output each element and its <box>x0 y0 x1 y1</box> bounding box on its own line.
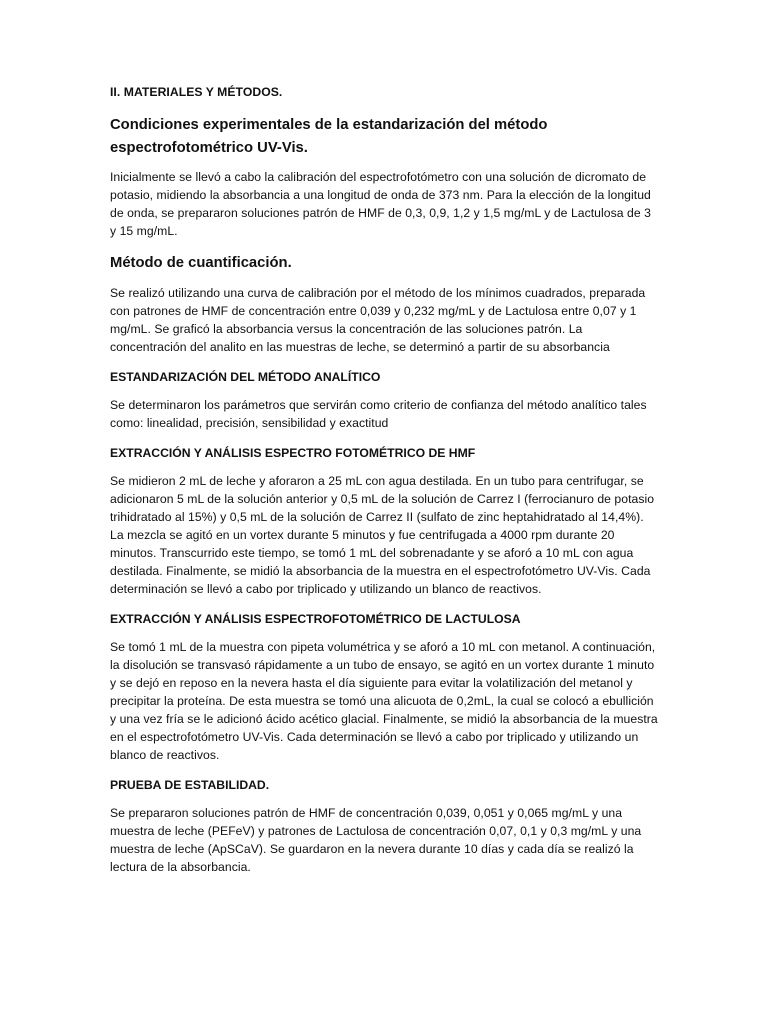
heading-stability-test: PRUEBA DE ESTABILIDAD. <box>110 778 270 792</box>
paragraph-standardization: Se determinaron los parámetros que servirán como criterio de confianza del método analítico tales como: linealidad, precisión, sensibilidad y exactitud <box>110 398 647 430</box>
heading-hmf-extraction: EXTRACCIÓN Y ANÁLISIS ESPECTRO FOTOMÉTRICO DE HMF <box>110 446 476 460</box>
paragraph-stability-test: Se prepararon soluciones patrón de HMF de concentración 0,039, 0,051 y 0,065 mg/mL y una muestra de leche (PEFeV) y patrones de Lactulosa de concentración 0,07, 0,1 y 0,3 mg/mL y una muestra de leche (ApSCaV). Se guardaron en la nevera durante 10 días y cada día se realizó la lectura de la absorbancia. <box>110 806 642 874</box>
heading-standardization: ESTANDARIZACIÓN DEL MÉTODO ANALÍTICO <box>110 370 381 384</box>
paragraph-hmf-extraction: Se midieron 2 mL de leche y aforaron a 25 mL con agua destilada. En un tubo para centrifugar, se adicionaron 5 mL de la solución anterior y 0,5 mL de la solución de Carrez I (ferrocianuro de potasio trihidratado al 15%) y 0,5 mL de la solución de Carrez II (sulfato de zinc heptahidratado al 14,4%). La mezcla se agitó en un vortex durante 5 minutos y fue centrifugada a 4000 rpm durante 20 minutos. Transcurrido este tiempo, se tomó 1 mL del sobrenadante y se aforó a 10 mL con agua destilada. Finalmente, se midió la absorbancia de la muestra en el espectrofotómetro UV-Vis. Cada determinación se llevó a cabo por triplicado y utilizando un blanco de reactivos. <box>110 474 655 596</box>
document-page <box>110 84 658 885</box>
subheading-conditions: Condiciones experimentales de la estandarización del método espectrofotométrico UV-Vis. <box>110 117 548 156</box>
paragraph-quantification: Se realizó utilizando una curva de calibración por el método de los mínimos cuadrados, preparada con patrones de HMF de concentración entre 0,039 y 0,232 mg/mL y de Lactulosa entre 0,07 y 1 mg/mL. Se graficó la absorbancia versus la concentración de las soluciones patrón. La concentración del analito en las muestras de leche, se determinó a partir de su absorbancia <box>110 286 646 354</box>
subheading-quantification-method: Método de cuantificación. <box>110 255 292 271</box>
section-title: II. MATERIALES Y MÉTODOS. <box>110 85 283 99</box>
paragraph-calibration: Inicialmente se llevó a cabo la calibración del espectrofotómetro con una solución de dicromato de potasio, midiendo la absorbancia a una longitud de onda de 373 nm. Para la elección de la longitud de onda, se prepararon soluciones patrón de HMF de 0,3, 0,9, 1,2 y 1,5 mg/mL y de Lactulosa de 3 y 15 mg/mL. <box>110 170 651 238</box>
paragraph-lactulose-extraction: Se tomó 1 mL de la muestra con pipeta volumétrica y se aforó a 10 mL con metanol. A continuación, la disolución se transvasó rápidamente a un tubo de ensayo, se agitó en un vortex durante 1 minuto y se dejó en reposo en la nevera hasta el día siguiente para evitar la volatilización del metanol y precipitar la proteína. De esta muestra se tomó una alicuota de 0,2mL, la cual se colocó a ebullición y una vez fría se le adicionó ácido acético glacial. Finalmente, se midió la absorbancia de la muestra en el espectrofotómetro UV-Vis. Cada determinación se llevó a cabo por triplicado y utilizando un blanco de reactivos. <box>110 640 658 762</box>
heading-lactulose-extraction: EXTRACCIÓN Y ANÁLISIS ESPECTROFOTOMÉTRICO DE LACTULOSA <box>110 612 521 626</box>
